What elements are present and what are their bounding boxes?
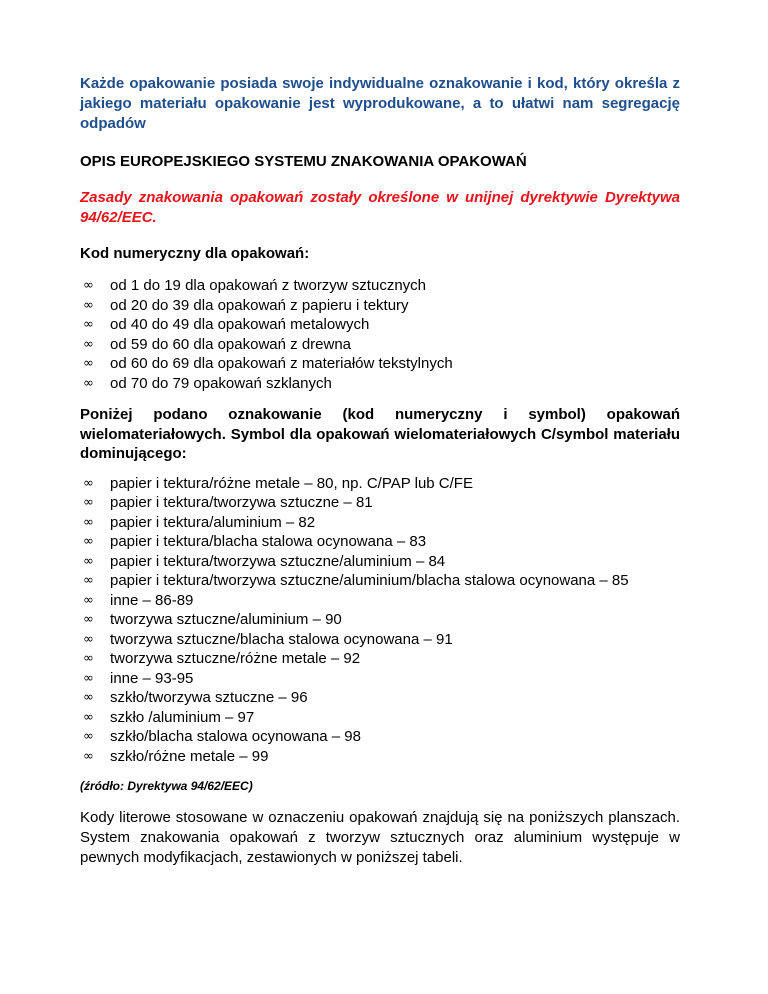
numeric-code-list <box>80 276 680 393</box>
infinity-bullet-icon: ∞ <box>83 631 94 647</box>
document-page <box>80 74 680 868</box>
infinity-bullet-icon: ∞ <box>83 495 94 510</box>
list-item-text: od 1 do 19 dla opakowań z tworzyw sztucznych <box>110 277 427 294</box>
list-item-text: inne – 86-89 <box>110 591 194 609</box>
list-item-text: tworzywa sztuczne/aluminium – 90 <box>110 611 342 628</box>
infinity-bullet-icon: ∞ <box>83 534 94 549</box>
infinity-bullet-icon: ∞ <box>83 336 94 352</box>
list-item <box>80 669 680 689</box>
list-item <box>80 630 680 650</box>
multimaterial-code-list <box>80 474 680 767</box>
infinity-bullet-icon: ∞ <box>83 748 94 764</box>
list-item <box>80 276 680 296</box>
list-item-text: od 20 do 39 dla opakowań z papieru i tektury <box>110 296 409 314</box>
list-item <box>80 727 680 747</box>
list-item <box>80 474 680 494</box>
list-item <box>80 552 680 572</box>
list-item <box>80 374 680 394</box>
infinity-bullet-icon: ∞ <box>83 729 94 744</box>
list-item-text: tworzywa sztuczne/różne metale – 92 <box>110 650 361 667</box>
infinity-bullet-icon: ∞ <box>83 612 94 627</box>
list-item <box>80 591 680 611</box>
list-item-text: od 60 do 69 dla opakowań z materiałów tekstylnych <box>110 355 453 372</box>
list-item <box>80 296 680 316</box>
intro-paragraph: Każde opakowanie posiada swoje indywidualne oznakowanie i kod, który określa z jakiego materiału opakowanie jest wyprodukowane, a to ułatwi nam segregację odpadów <box>80 75 680 132</box>
list-item <box>80 688 680 708</box>
infinity-bullet-icon: ∞ <box>83 297 94 313</box>
list-item-text: papier i tektura/tworzywa sztuczne/aluminium/blacha stalowa ocynowana – 85 <box>110 572 629 589</box>
infinity-bullet-icon: ∞ <box>83 514 94 530</box>
infinity-bullet-icon: ∞ <box>83 573 94 588</box>
section-heading: OPIS EUROPEJSKIEGO SYSTEMU ZNAKOWANIA OPAKOWAŃ <box>80 153 527 170</box>
list-item <box>80 315 680 335</box>
list-item-text: od 59 do 60 dla opakowań z drewna <box>110 335 352 353</box>
multimaterial-intro: Poniżej podano oznakowanie (kod numeryczny i symbol) opakowań wielomateriałowych. Symbol dla opakowań wielomateriałowych C/symbol materiału dominującego: <box>80 406 680 462</box>
infinity-bullet-icon: ∞ <box>83 709 94 725</box>
list-item <box>80 649 680 669</box>
list-item-text: papier i tektura/aluminium – 82 <box>110 513 316 531</box>
list-item-text: tworzywa sztuczne/blacha stalowa ocynowana – 91 <box>110 630 453 648</box>
outro-paragraph: Kody literowe stosowane w oznaczeniu opakowań znajdują się na poniższych planszach. System znakowania opakowań z tworzyw sztucznych oraz aluminium występuje w pewnych modyfikacjach, zestawionych w poniższej tabeli. <box>80 809 680 866</box>
infinity-bullet-icon: ∞ <box>83 356 94 371</box>
directive-note: Zasady znakowania opakowań zostały określone w unijnej dyrektywie Dyrektywa 94/62/EEC. <box>80 189 680 226</box>
list-item-text: papier i tektura/blacha stalowa ocynowana – 83 <box>110 533 427 550</box>
list-item <box>80 513 680 533</box>
infinity-bullet-icon: ∞ <box>83 475 94 491</box>
infinity-bullet-icon: ∞ <box>83 670 94 686</box>
infinity-bullet-icon: ∞ <box>83 553 94 569</box>
list-item-text: od 40 do 49 dla opakowań metalowych <box>110 316 370 333</box>
list-item <box>80 532 680 552</box>
source-note: (źródło: Dyrektywa 94/62/EEC) <box>80 779 253 793</box>
list-item-text: szkło/różne metale – 99 <box>110 747 269 765</box>
numeric-code-heading: Kod numeryczny dla opakowań: <box>80 245 310 262</box>
infinity-bullet-icon: ∞ <box>83 317 94 332</box>
list-item <box>80 335 680 355</box>
list-item-text: od 70 do 79 opakowań szklanych <box>110 374 332 392</box>
list-item <box>80 571 680 591</box>
list-item <box>80 747 680 767</box>
list-item <box>80 610 680 630</box>
list-item-text: szkło /aluminium – 97 <box>110 708 255 726</box>
list-item <box>80 493 680 513</box>
list-item-text: papier i tektura/tworzywa sztuczne/aluminium – 84 <box>110 552 446 570</box>
infinity-bullet-icon: ∞ <box>83 651 94 666</box>
infinity-bullet-icon: ∞ <box>83 592 94 608</box>
infinity-bullet-icon: ∞ <box>83 375 94 391</box>
list-item-text: papier i tektura/różne metale – 80, np. C/PAP lub C/FE <box>110 474 473 492</box>
list-item <box>80 354 680 374</box>
list-item-text: szkło/tworzywa sztuczne – 96 <box>110 689 308 706</box>
list-item-text: papier i tektura/tworzywa sztuczne – 81 <box>110 494 373 511</box>
list-item-text: szkło/blacha stalowa ocynowana – 98 <box>110 728 361 745</box>
list-item-text: inne – 93-95 <box>110 669 194 687</box>
infinity-bullet-icon: ∞ <box>83 278 94 293</box>
list-item <box>80 708 680 728</box>
infinity-bullet-icon: ∞ <box>83 690 94 705</box>
